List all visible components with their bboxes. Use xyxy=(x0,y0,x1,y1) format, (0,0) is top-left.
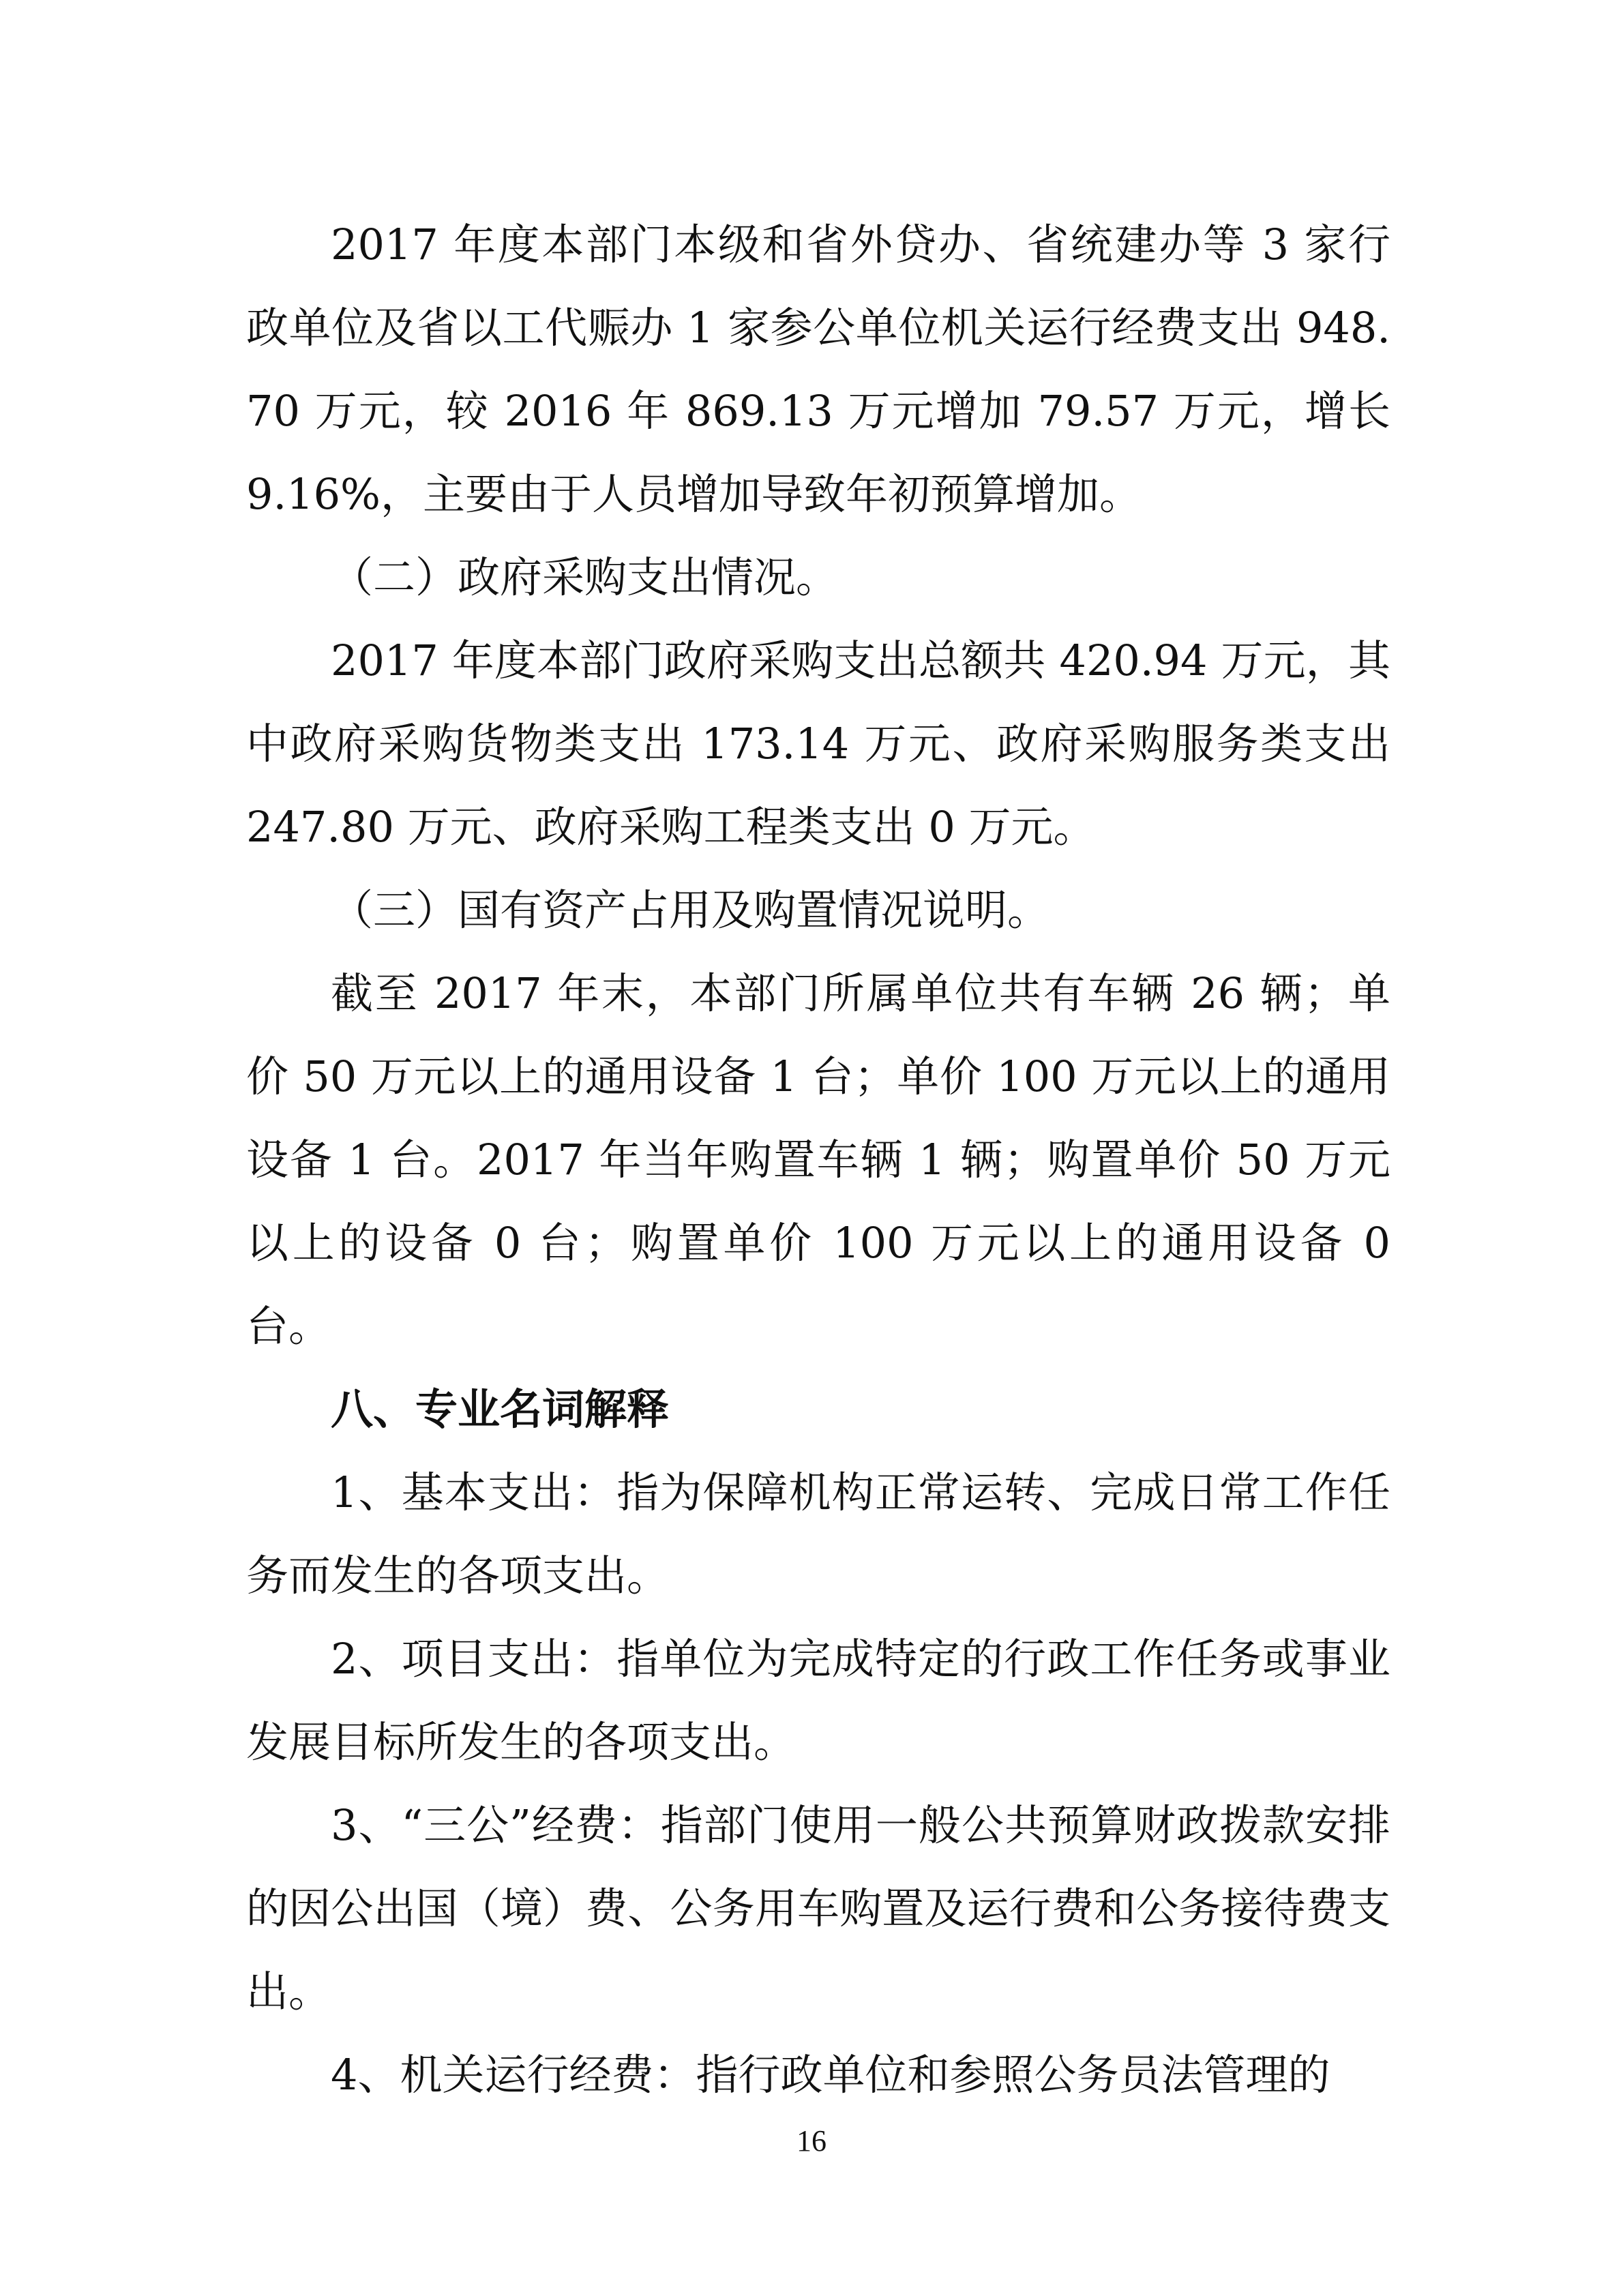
paragraph-operating-expenses: 2017 年度本部门本级和省外贷办、省统建办等 3 家行政单位及省以工代赈办 1 家参公单位机关运行经费支出 948.70 万元，较 2016 年 869.13 万元增加 79.57 万元，增长 9.16%，主要由于人员增加导致年初预算增加。 xyxy=(246,220,1390,519)
paragraph-state-assets: 截至 2017 年末，本部门所属单位共有车辆 26 辆；单价 50 万元以上的通用设备 1 台；单价 100 万元以上的通用设备 1 台。2017 年当年购置车辆 1 辆；购置单价 50 万元以上的设备 0 台；购置单价 100 万元以上的通用设备 0 台。 xyxy=(246,968,1390,1351)
subheading-government-procurement: （二）政府采购支出情况。 xyxy=(331,552,839,602)
term-agency-operating-expenses: 4、机关运行经费：指行政单位和参照公务员法管理的 xyxy=(331,2050,1330,2100)
page-number: 16 xyxy=(796,2124,827,2158)
term-basic-expenditure: 1、基本支出：指为保障机构正常运转、完成日常工作任务而发生的各项支出。 xyxy=(246,1467,1390,1600)
document-body xyxy=(246,203,1390,2117)
term-three-public-expenses: 3、“三公”经费：指部门使用一般公共预算财政拨款安排的因公出国（境）费、公务用车购置及运行费和公务接待费支出。 xyxy=(246,1800,1390,2016)
section-heading-terms: 八、专业名词解释 xyxy=(331,1384,670,1434)
paragraph-government-procurement: 2017 年度本部门政府采购支出总额共 420.94 万元，其中政府采购货物类支出 173.14 万元、政府采购服务类支出 247.80 万元、政府采购工程类支出 0 万元。 xyxy=(246,636,1390,852)
term-project-expenditure: 2、项目支出：指单位为完成特定的行政工作任务或事业发展目标所发生的各项支出。 xyxy=(246,1634,1390,1767)
subheading-state-assets: （三）国有资产占用及购置情况说明。 xyxy=(331,885,1050,935)
